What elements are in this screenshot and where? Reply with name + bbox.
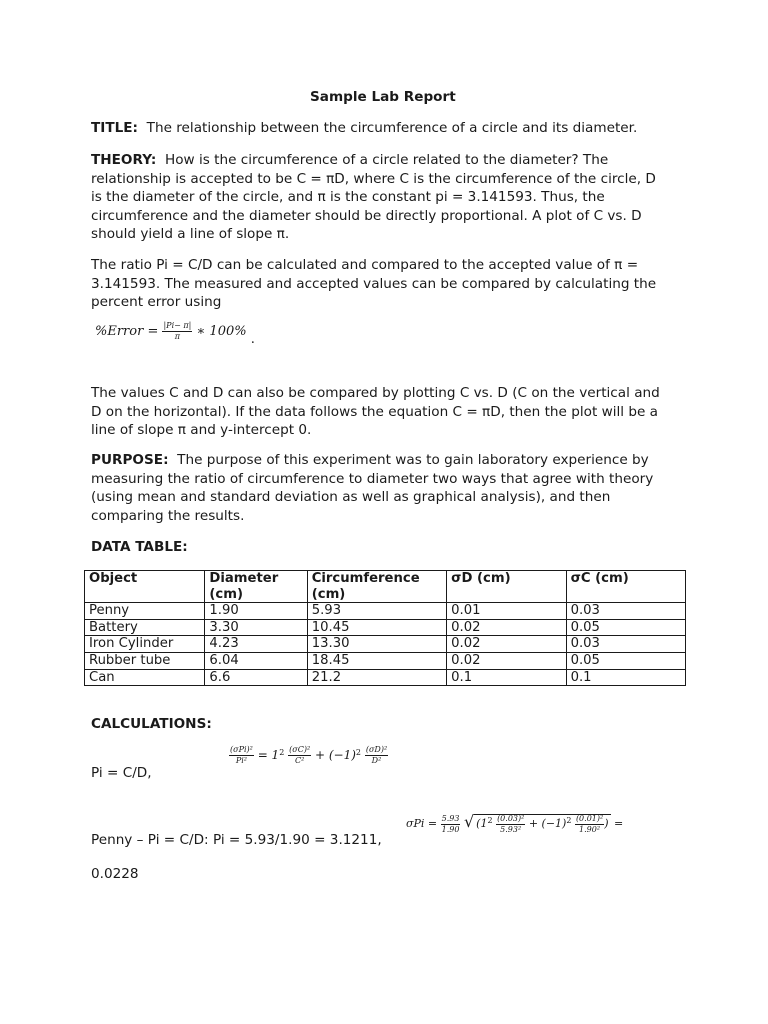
purpose-label: PURPOSE: (91, 452, 169, 468)
table-cell: 0.02 (447, 636, 566, 653)
table-cell: 6.04 (205, 652, 307, 669)
penny-result: 0.0228 (91, 866, 139, 882)
table-cell: 1.90 (205, 603, 307, 620)
table-cell: 13.30 (307, 636, 446, 653)
plot-line: The values C and D can also be compared by plotting C vs. D (C on the vertical and (91, 385, 660, 401)
percent-error-formula: %Error = $\frac{|Pi- \pi|}{\pi}$ ∗ 100% . (95, 321, 255, 347)
table-header: σC (cm) (566, 571, 685, 603)
sqrt-icon: √ (463, 812, 475, 831)
purpose-section (91, 451, 681, 525)
table-cell: 0.01 (447, 603, 566, 620)
table-row (85, 619, 686, 636)
title-label: TITLE: (91, 120, 138, 136)
table-cell: 0.02 (447, 652, 566, 669)
theory-line: THEORY: How is the circumference of a circle related to the diameter? The (91, 152, 609, 168)
table-row (85, 669, 686, 686)
table-row (85, 603, 686, 620)
theory-line: relationship is accepted to be C = πD, where C is the circumference of the circle, D (91, 170, 656, 187)
table-cell: 0.03 (566, 603, 685, 620)
table-header-row (85, 571, 686, 603)
theory-label: THEORY: (91, 152, 157, 168)
penny-calculation: Penny – Pi = C/D: Pi = 5.93/1.90 = 3.1211, (91, 832, 382, 848)
table-cell: 4.23 (205, 636, 307, 653)
table-cell: 18.45 (307, 652, 446, 669)
table-cell: 0.1 (447, 669, 566, 686)
table-cell: 0.1 (566, 669, 685, 686)
data-table (84, 570, 686, 686)
purpose-line: comparing the results. (91, 507, 245, 524)
ratio-line: percent error using (91, 294, 222, 311)
table-cell: Battery (85, 619, 205, 636)
table-cell: 0.05 (566, 619, 685, 636)
plot-line: D on the horizontal). If the data follows the equation C = πD, then the plot will be a (91, 403, 659, 420)
document-title: Sample Lab Report (310, 89, 456, 105)
table-cell: Penny (85, 603, 205, 620)
calculations-heading: CALCULATIONS: (91, 716, 212, 732)
table-header: Circumference (cm) (307, 571, 446, 603)
pi-definition: Pi = C/D, (91, 765, 152, 781)
theory-line: is the diameter of the circle, and π is the constant pi = 3.141593. Thus, the (91, 189, 605, 206)
plot-line: line of slope π and y-intercept 0. (91, 422, 312, 439)
table-cell: 0.03 (566, 636, 685, 653)
table-cell: 6.6 (205, 669, 307, 686)
table-row (85, 652, 686, 669)
table-header: Diameter (cm) (205, 571, 307, 603)
error-fraction: $\frac{|Pi- \pi|}{\pi}$ (163, 321, 192, 341)
table-row (85, 636, 686, 653)
table-cell: 10.45 (307, 619, 446, 636)
theory-section (91, 151, 681, 244)
title-section (91, 119, 681, 138)
table-cell: 3.30 (205, 619, 307, 636)
table-cell: 5.93 (307, 603, 446, 620)
ratio-paragraph (91, 256, 681, 312)
title-text: The relationship between the circumference of a circle and its diameter. (146, 120, 638, 136)
table-cell: 0.02 (447, 619, 566, 636)
table-cell: 21.2 (307, 669, 446, 686)
table-header: Object (85, 571, 205, 603)
data-table-heading: DATA TABLE: (91, 539, 188, 555)
purpose-line: measuring the ratio of circumference to diameter two ways that agree with theory (91, 470, 654, 487)
table-cell: Can (85, 669, 205, 686)
purpose-line: PURPOSE: The purpose of this experiment was to gain laboratory experience by (91, 452, 649, 468)
purpose-line: (using mean and standard deviation as well as graphical analysis), and then (91, 489, 611, 506)
plot-paragraph (91, 384, 681, 440)
theory-line: should yield a line of slope π. (91, 226, 290, 243)
ratio-line: The ratio Pi = C/D can be calculated and compared to the accepted value of π = (91, 257, 639, 273)
table-cell: Rubber tube (85, 652, 205, 669)
table-cell: Iron Cylinder (85, 636, 205, 653)
table-cell: 0.05 (566, 652, 685, 669)
table-header: σD (cm) (447, 571, 566, 603)
uncertainty-formula: $\frac{\text{(σPi)²}}{\text{Pi²}}$ = $1^2$ $\frac{\text{(σC)²}}{\text{C²}}$ + $(-1)^2$ $\frac{\text{(σD)²}}{\text{D²}}$ (230, 745, 388, 765)
penny-uncertainty-formula: σPi = $\frac{5.93}{1.90}$ √ ($1^2$ $\frac{\text{(0.03)²}}{\text{5.93²}}$ + $(-1)^2$ $\frac{\text{(0.01)²}}{\text{1.90²}}$ ) = (406, 812, 624, 834)
theory-line: circumference and the diameter should be directly proportional. A plot of C vs. D (91, 207, 642, 224)
ratio-line: 3.141593. The measured and accepted values can be compared by calculating the (91, 275, 657, 292)
